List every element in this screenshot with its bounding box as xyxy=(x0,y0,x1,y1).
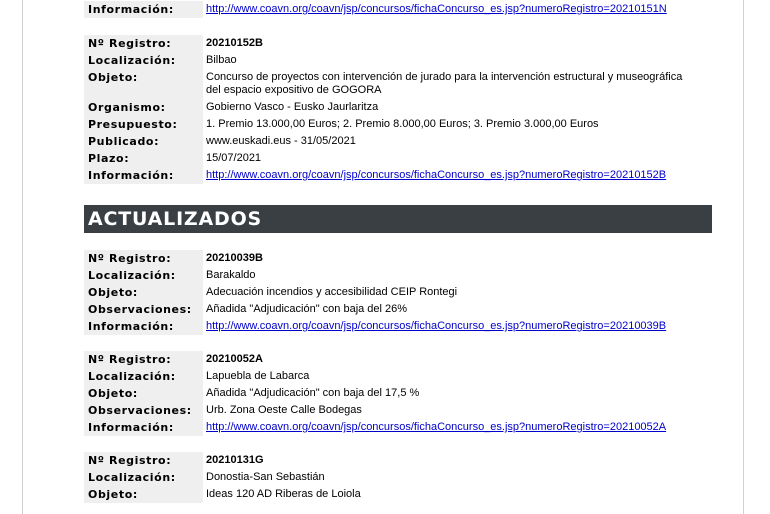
localizacion-row xyxy=(84,52,712,69)
info-link[interactable]: http://www.coavn.org/coavn/jsp/concursos/fichaConcurso_es.jsp?numeroRegistro=20210039B xyxy=(206,320,667,332)
label-localizacion: Localización: xyxy=(84,52,203,69)
observaciones-row xyxy=(84,301,712,318)
label-registro: Nº Registro: xyxy=(84,250,203,267)
label-observaciones: Observaciones: xyxy=(84,301,203,318)
label-registro: Nº Registro: xyxy=(84,452,203,469)
label-registro: Nº Registro: xyxy=(84,35,203,52)
organismo-value: Gobierno Vasco - Eusko Jaurlaritza xyxy=(206,101,379,113)
objeto-value: Adecuación incendios y accesibilidad CEIP Rontegi xyxy=(206,286,458,298)
info-link-cell xyxy=(203,167,666,184)
observaciones-value: Urb. Zona Oeste Calle Bodegas xyxy=(206,404,362,416)
objeto-row xyxy=(84,385,712,402)
presupuesto-row xyxy=(84,116,712,133)
localizacion-value: Donostia-San Sebastián xyxy=(206,471,325,483)
label-objeto: Objeto: xyxy=(84,385,203,402)
plazo-row xyxy=(84,150,712,167)
label-objeto: Objeto: xyxy=(84,486,203,503)
localizacion-row xyxy=(84,267,712,284)
registro-row xyxy=(84,452,712,469)
info-row xyxy=(84,318,712,335)
entry-20210152B xyxy=(84,35,712,184)
objeto-row xyxy=(84,69,712,99)
label-objeto: Objeto: xyxy=(84,69,203,99)
label-localizacion: Localización: xyxy=(84,469,203,486)
localizacion-value: Bilbao xyxy=(206,54,237,66)
organismo-row xyxy=(84,99,712,116)
info-row xyxy=(84,167,712,184)
registro-row xyxy=(84,35,712,52)
registro-value: 20210152B xyxy=(206,37,263,49)
info-row xyxy=(84,419,712,436)
publicado-value: www.euskadi.eus - 31/05/2021 xyxy=(206,135,356,147)
entry-20210052A xyxy=(84,351,712,436)
objeto-line-1: Concurso de proyectos con intervención de jurado para la intervención estructural y museográfica xyxy=(206,71,683,83)
entry-20210151N xyxy=(84,1,712,18)
section-title: ACTUALIZADOS xyxy=(88,208,263,230)
info-link[interactable]: http://www.coavn.org/coavn/jsp/concursos/fichaConcurso_es.jsp?numeroRegistro=20210052A xyxy=(206,421,667,433)
localizacion-row xyxy=(84,469,712,486)
objeto-value: Añadida "Adjudicación" con baja del 17,5 % xyxy=(206,387,420,399)
entry-20210039B xyxy=(84,250,712,335)
objeto-row xyxy=(84,486,712,503)
info-link[interactable]: http://www.coavn.org/coavn/jsp/concursos/fichaConcurso_es.jsp?numeroRegistro=20210151N xyxy=(206,3,667,15)
info-link-cell xyxy=(203,1,667,18)
plazo-value: 15/07/2021 xyxy=(206,152,262,164)
registro-row xyxy=(84,250,712,267)
objeto-value: Ideas 120 AD Riberas de Loiola xyxy=(206,488,361,500)
label-observaciones: Observaciones: xyxy=(84,402,203,419)
label-objeto: Objeto: xyxy=(84,284,203,301)
entry-20210131G xyxy=(84,452,712,503)
label-registro: Nº Registro: xyxy=(84,351,203,368)
label-plazo: Plazo: xyxy=(84,150,203,167)
registro-row xyxy=(84,351,712,368)
presupuesto-value: 1. Premio 13.000,00 Euros; 2. Premio 8.000,00 Euros; 3. Premio 3.000,00 Euros xyxy=(206,118,599,130)
section-header-actualizados xyxy=(84,205,712,233)
label-informacion: Información: xyxy=(84,167,203,184)
label-presupuesto: Presupuesto: xyxy=(84,116,203,133)
info-row xyxy=(84,1,712,18)
objeto-value xyxy=(203,69,706,99)
info-link-cell xyxy=(203,419,666,436)
label-informacion: Información: xyxy=(84,318,203,335)
objeto-row xyxy=(84,284,712,301)
registro-value: 20210131G xyxy=(206,454,264,466)
registro-value: 20210052A xyxy=(206,353,263,365)
localizacion-value: Barakaldo xyxy=(206,269,256,281)
registro-value: 20210039B xyxy=(206,252,263,264)
label-localizacion: Localización: xyxy=(84,267,203,284)
label-organismo: Organismo: xyxy=(84,99,203,116)
localizacion-row xyxy=(84,368,712,385)
observaciones-value: Añadida "Adjudicación" con baja del 26% xyxy=(206,303,408,315)
info-link[interactable]: http://www.coavn.org/coavn/jsp/concursos/fichaConcurso_es.jsp?numeroRegistro=20210152B xyxy=(206,169,667,181)
localizacion-value: Lapuebla de Labarca xyxy=(206,370,310,382)
label-publicado: Publicado: xyxy=(84,133,203,150)
info-link-cell xyxy=(203,318,666,335)
publicado-row xyxy=(84,133,712,150)
label-localizacion: Localización: xyxy=(84,368,203,385)
objeto-line-2: del espacio expositivo de GOGORA xyxy=(206,84,382,96)
observaciones-row xyxy=(84,402,712,419)
label-informacion: Información: xyxy=(84,1,203,18)
label-informacion: Información: xyxy=(84,419,203,436)
